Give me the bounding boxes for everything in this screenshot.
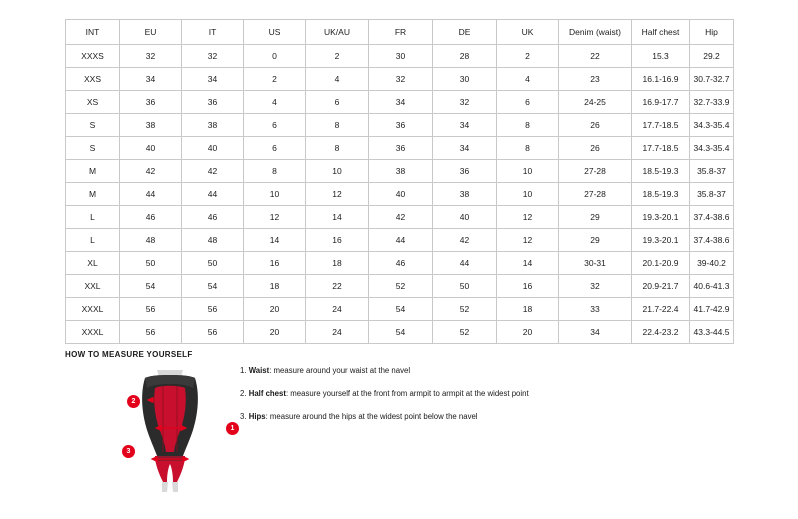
cell-int: S xyxy=(66,114,120,137)
cell-uk: 12 xyxy=(497,229,559,252)
cell-int: M xyxy=(66,160,120,183)
table-row xyxy=(66,298,734,321)
cell-us: 20 xyxy=(244,298,306,321)
cell-us: 6 xyxy=(244,114,306,137)
cell-eu: 50 xyxy=(120,252,182,275)
cell-uk: 18 xyxy=(497,298,559,321)
cell-hip: 30.7-32.7 xyxy=(690,68,734,91)
cell-half-chest: 20.1-20.9 xyxy=(632,252,690,275)
table-row xyxy=(66,68,734,91)
cell-fr: 32 xyxy=(369,68,433,91)
cell-denim-waist: 32 xyxy=(559,275,632,298)
cell-it: 56 xyxy=(182,321,244,344)
table-header-row xyxy=(66,20,734,45)
cell-hip: 32.7-33.9 xyxy=(690,91,734,114)
cell-int: M xyxy=(66,183,120,206)
cell-it: 40 xyxy=(182,137,244,160)
table-body xyxy=(66,45,734,344)
cell-uk-au: 14 xyxy=(306,206,369,229)
column-header-uk-au: UK/AU xyxy=(306,20,369,45)
cell-de: 28 xyxy=(433,45,497,68)
column-header-int: INT xyxy=(66,20,120,45)
cell-de: 30 xyxy=(433,68,497,91)
body-figure-svg xyxy=(105,364,235,494)
cell-half-chest: 19.3-20.1 xyxy=(632,206,690,229)
table-row xyxy=(66,137,734,160)
measure-section xyxy=(65,364,625,494)
column-header-eu: EU xyxy=(120,20,182,45)
column-header-it: IT xyxy=(182,20,244,45)
cell-it: 32 xyxy=(182,45,244,68)
cell-us: 12 xyxy=(244,206,306,229)
cell-de: 44 xyxy=(433,252,497,275)
cell-fr: 46 xyxy=(369,252,433,275)
cell-denim-waist: 29 xyxy=(559,229,632,252)
cell-de: 52 xyxy=(433,321,497,344)
instruction-term-half-chest: Half chest xyxy=(248,389,286,398)
column-header-de: DE xyxy=(433,20,497,45)
cell-eu: 40 xyxy=(120,137,182,160)
column-header-hip: Hip xyxy=(690,20,734,45)
cell-half-chest: 15.3 xyxy=(632,45,690,68)
cell-fr: 34 xyxy=(369,91,433,114)
cell-eu: 36 xyxy=(120,91,182,114)
cell-half-chest: 16.1-16.9 xyxy=(632,68,690,91)
cell-it: 48 xyxy=(182,229,244,252)
cell-denim-waist: 30-31 xyxy=(559,252,632,275)
cell-int: XXXL xyxy=(66,298,120,321)
cell-eu: 34 xyxy=(120,68,182,91)
cell-uk-au: 24 xyxy=(306,298,369,321)
cell-fr: 52 xyxy=(369,275,433,298)
cell-denim-waist: 27-28 xyxy=(559,183,632,206)
cell-denim-waist: 34 xyxy=(559,321,632,344)
instruction-half-chest xyxy=(240,389,640,399)
size-chart-table xyxy=(65,19,734,344)
instruction-text-waist: : measure around your waist at the navel xyxy=(269,366,411,375)
cell-uk-au: 8 xyxy=(306,137,369,160)
cell-de: 52 xyxy=(433,298,497,321)
cell-eu: 56 xyxy=(120,298,182,321)
cell-uk-au: 2 xyxy=(306,45,369,68)
cell-half-chest: 22.4-23.2 xyxy=(632,321,690,344)
cell-fr: 42 xyxy=(369,206,433,229)
cell-int: L xyxy=(66,229,120,252)
cell-half-chest: 17.7-18.5 xyxy=(632,137,690,160)
cell-it: 42 xyxy=(182,160,244,183)
instruction-hips xyxy=(240,412,640,422)
cell-hip: 41.7-42.9 xyxy=(690,298,734,321)
instruction-text-hips: : measure around the hips at the widest point below the navel xyxy=(265,412,478,421)
cell-denim-waist: 33 xyxy=(559,298,632,321)
cell-half-chest: 17.7-18.5 xyxy=(632,114,690,137)
size-chart-container xyxy=(65,19,733,344)
table-header xyxy=(66,20,734,45)
cell-uk: 20 xyxy=(497,321,559,344)
table-row xyxy=(66,160,734,183)
column-header-uk: UK xyxy=(497,20,559,45)
cell-us: 10 xyxy=(244,183,306,206)
cell-uk: 6 xyxy=(497,91,559,114)
cell-hip: 34.3-35.4 xyxy=(690,114,734,137)
cell-denim-waist: 24-25 xyxy=(559,91,632,114)
cell-it: 36 xyxy=(182,91,244,114)
cell-uk-au: 24 xyxy=(306,321,369,344)
cell-int: XXL xyxy=(66,275,120,298)
cell-it: 46 xyxy=(182,206,244,229)
cell-uk-au: 12 xyxy=(306,183,369,206)
cell-uk-au: 22 xyxy=(306,275,369,298)
cell-us: 2 xyxy=(244,68,306,91)
cell-it: 34 xyxy=(182,68,244,91)
cell-denim-waist: 27-28 xyxy=(559,160,632,183)
column-header-fr: FR xyxy=(369,20,433,45)
cell-fr: 40 xyxy=(369,183,433,206)
cell-hip: 37.4-38.6 xyxy=(690,229,734,252)
cell-hip: 43.3-44.5 xyxy=(690,321,734,344)
cell-it: 56 xyxy=(182,298,244,321)
cell-int: XXXS xyxy=(66,45,120,68)
cell-eu: 46 xyxy=(120,206,182,229)
cell-hip: 35.8-37 xyxy=(690,183,734,206)
table-row xyxy=(66,114,734,137)
cell-eu: 56 xyxy=(120,321,182,344)
table-row xyxy=(66,275,734,298)
table-row xyxy=(66,252,734,275)
column-header-denim-waist: Denim (waist) xyxy=(559,20,632,45)
mannequin-illustration xyxy=(105,364,235,494)
measure-instructions xyxy=(240,366,640,435)
cell-eu: 38 xyxy=(120,114,182,137)
marker-2: 2 xyxy=(127,395,140,408)
cell-fr: 54 xyxy=(369,298,433,321)
cell-eu: 32 xyxy=(120,45,182,68)
cell-hip: 29.2 xyxy=(690,45,734,68)
cell-denim-waist: 29 xyxy=(559,206,632,229)
instruction-term-waist: Waist xyxy=(248,366,270,375)
cell-fr: 38 xyxy=(369,160,433,183)
cell-fr: 54 xyxy=(369,321,433,344)
cell-uk: 4 xyxy=(497,68,559,91)
table-row xyxy=(66,321,734,344)
cell-uk: 14 xyxy=(497,252,559,275)
cell-fr: 36 xyxy=(369,137,433,160)
cell-hip: 37.4-38.6 xyxy=(690,206,734,229)
cell-denim-waist: 23 xyxy=(559,68,632,91)
cell-hip: 34.3-35.4 xyxy=(690,137,734,160)
cell-us: 6 xyxy=(244,137,306,160)
cell-uk-au: 10 xyxy=(306,160,369,183)
cell-us: 0 xyxy=(244,45,306,68)
instruction-term-hips: Hips xyxy=(248,412,266,421)
cell-hip: 39-40.2 xyxy=(690,252,734,275)
cell-de: 42 xyxy=(433,229,497,252)
cell-us: 18 xyxy=(244,275,306,298)
cell-uk: 16 xyxy=(497,275,559,298)
cell-uk-au: 16 xyxy=(306,229,369,252)
cell-half-chest: 19.3-20.1 xyxy=(632,229,690,252)
cell-uk-au: 18 xyxy=(306,252,369,275)
cell-de: 40 xyxy=(433,206,497,229)
table-row xyxy=(66,91,734,114)
cell-us: 16 xyxy=(244,252,306,275)
cell-us: 4 xyxy=(244,91,306,114)
cell-us: 14 xyxy=(244,229,306,252)
cell-hip: 40.6-41.3 xyxy=(690,275,734,298)
cell-int: XS xyxy=(66,91,120,114)
cell-de: 50 xyxy=(433,275,497,298)
cell-uk: 8 xyxy=(497,114,559,137)
cell-it: 38 xyxy=(182,114,244,137)
cell-it: 44 xyxy=(182,183,244,206)
instruction-number-2: 2. xyxy=(240,389,247,398)
cell-half-chest: 18.5-19.3 xyxy=(632,160,690,183)
cell-uk-au: 8 xyxy=(306,114,369,137)
cell-uk: 12 xyxy=(497,206,559,229)
cell-eu: 42 xyxy=(120,160,182,183)
cell-de: 34 xyxy=(433,137,497,160)
cell-de: 36 xyxy=(433,160,497,183)
column-header-half-chest: Half chest xyxy=(632,20,690,45)
marker-3: 3 xyxy=(122,445,135,458)
cell-us: 8 xyxy=(244,160,306,183)
instruction-number-3: 3. xyxy=(240,412,247,421)
cell-int: XL xyxy=(66,252,120,275)
cell-eu: 48 xyxy=(120,229,182,252)
cell-de: 38 xyxy=(433,183,497,206)
cell-int: L xyxy=(66,206,120,229)
instruction-waist xyxy=(240,366,640,376)
cell-de: 32 xyxy=(433,91,497,114)
cell-eu: 54 xyxy=(120,275,182,298)
cell-denim-waist: 22 xyxy=(559,45,632,68)
cell-int: S xyxy=(66,137,120,160)
cell-int: XXXL xyxy=(66,321,120,344)
cell-denim-waist: 26 xyxy=(559,137,632,160)
cell-denim-waist: 26 xyxy=(559,114,632,137)
marker-1: 1 xyxy=(226,422,239,435)
cell-eu: 44 xyxy=(120,183,182,206)
table-row xyxy=(66,229,734,252)
table-row xyxy=(66,183,734,206)
table-row xyxy=(66,45,734,68)
cell-half-chest: 16.9-17.7 xyxy=(632,91,690,114)
cell-uk: 10 xyxy=(497,183,559,206)
cell-half-chest: 18.5-19.3 xyxy=(632,183,690,206)
cell-it: 54 xyxy=(182,275,244,298)
cell-us: 20 xyxy=(244,321,306,344)
cell-uk: 10 xyxy=(497,160,559,183)
instruction-number-1: 1. xyxy=(240,366,247,375)
cell-fr: 30 xyxy=(369,45,433,68)
cell-int: XXS xyxy=(66,68,120,91)
table-row xyxy=(66,206,734,229)
measure-section-title: HOW TO MEASURE YOURSELF xyxy=(65,350,193,359)
cell-uk: 2 xyxy=(497,45,559,68)
cell-half-chest: 21.7-22.4 xyxy=(632,298,690,321)
cell-uk-au: 6 xyxy=(306,91,369,114)
cell-uk-au: 4 xyxy=(306,68,369,91)
cell-it: 50 xyxy=(182,252,244,275)
cell-de: 34 xyxy=(433,114,497,137)
column-header-us: US xyxy=(244,20,306,45)
cell-fr: 44 xyxy=(369,229,433,252)
cell-half-chest: 20.9-21.7 xyxy=(632,275,690,298)
cell-uk: 8 xyxy=(497,137,559,160)
cell-hip: 35.8-37 xyxy=(690,160,734,183)
instruction-text-half-chest: : measure yourself at the front from armpit to armpit at the widest point xyxy=(285,389,529,398)
cell-fr: 36 xyxy=(369,114,433,137)
